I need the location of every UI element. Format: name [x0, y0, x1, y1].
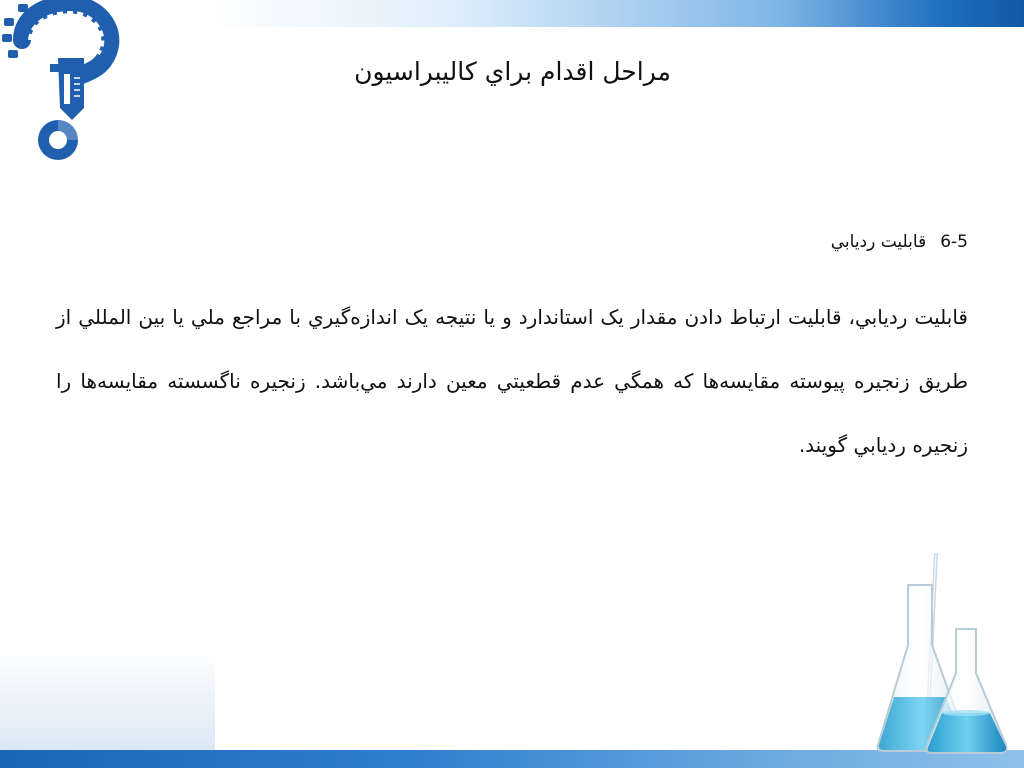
- question-mark-logo-icon: [0, 0, 125, 165]
- top-gradient-band: [205, 0, 1024, 27]
- laboratory-flasks-icon: [870, 545, 1020, 765]
- bottom-left-fade: [0, 648, 215, 750]
- section-heading: [568, 228, 968, 256]
- slide-title: مراحل اقدام براي كاليبراسيون: [354, 57, 671, 86]
- section-number: 6-5: [940, 232, 968, 252]
- section-title: قابليت ردیابي: [830, 232, 927, 252]
- body-paragraph: قابليت ردیابي، قابليت ارتباط دادن مقدار يک استاندارد و يا نتيجه يک اندازه‌گيري با مراجع ملي يا بين المللي از طريق زنجيره پيوسته مقايسه‌ها که همگي عدم قطعيتي معين دارند مي‌باشد. زنجيره ناگسسته مقايسه‌ها را زنجيره ردیابي گويند.: [56, 305, 968, 457]
